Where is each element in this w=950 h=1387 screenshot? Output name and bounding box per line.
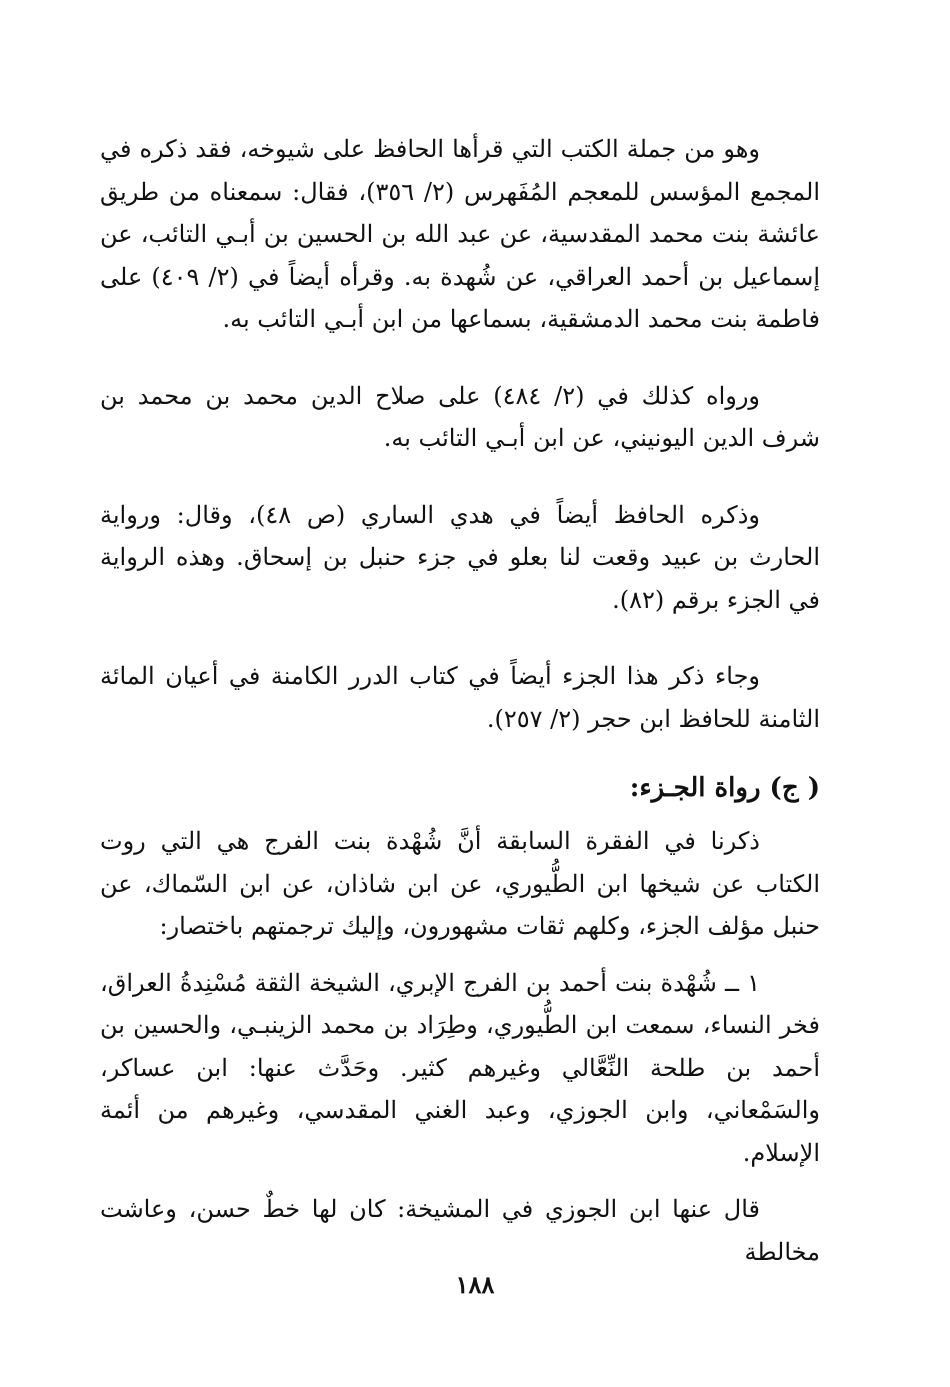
section-heading: ( ج) رواة الجـزء: (629, 773, 820, 803)
paragraph-sources-2: ورواه كذلك في (٢/ ٤٨٤) على صلاح الدين محمد بن محمد بن شرف الدين اليونيني، عن ابن أبـي التائب به. (100, 381, 820, 452)
paragraph-ibn-jawzi-quote: قال عنها ابن الجوزي في المشيخة: كان لها خطٌ حسن، وعاشت مخالطة (100, 1195, 820, 1266)
paragraph-sources-4: وجاء ذكر هذا الجزء أيضاً في كتاب الدرر الكامنة في أعيان المائة الثامنة للحافظ ابن حجر (٢/ ٢٥٧). (100, 662, 820, 733)
page-body (100, 128, 820, 1273)
paragraph-sources-3: وذكره الحافظ أيضاً في هدي الساري (ص ٤٨)، وقال: ورواية الحارث بن عبيد وقعت لنا بعلو في جزء حنبل بن إسحاق. وهذه الرواية في الجزء برقم (٨٢). (100, 500, 820, 614)
paragraph-narrators-intro: ذكرنا في الفقرة السابقة أنَّ شُهْدة بنت الفرج هي التي روت الكتاب عن شيخها ابن الطُّيوري، عن ابن شاذان، عن ابن السّماك، عن حنبل مؤلف الجزء، وكلهم ثقات مشهورون، وإليك ترجمتهم باختصار: (100, 827, 820, 940)
page-number: ١٨٨ (455, 1270, 495, 1299)
paragraph-narrator-shuhda: ١ ــ شُهْدة بنت أحمد بن الفرج الإبري، الشيخة الثقة مُسْنِدةُ العراق، فخر النساء، سمعت ابن الطُّيوري، وطِرَاد بن محمد الزينبـي، والحسين بن أحمد بن طلحة النِّعَّالي وغيرهم كثير. وحَدَّث عنها: ابن عساكر، والسَمْعاني، وابن الجوزي، وعبد الغني المقدسي، وغيرهم من أئمة الإسلام. (100, 968, 820, 1167)
paragraph-sources-1: وهو من جملة الكتب التي قرأها الحافظ على شيوخه، فقد ذكره في المجمع المؤسس للمعجم المُفَهرس (٢/ ٣٥٦)، فقال: سمعناه من طريق عائشة بنت محمد المقدسية، عن عبد الله بن الحسين بن أبـي التائب، عن إسماعيل بن أحمد العراقي، عن شُهدة به. وقرأه أيضاً في (٢/ ٤٠٩) على فاطمة بنت محمد الدمشقية، بسماعها من ابن أبـي التائب به. (100, 135, 821, 333)
